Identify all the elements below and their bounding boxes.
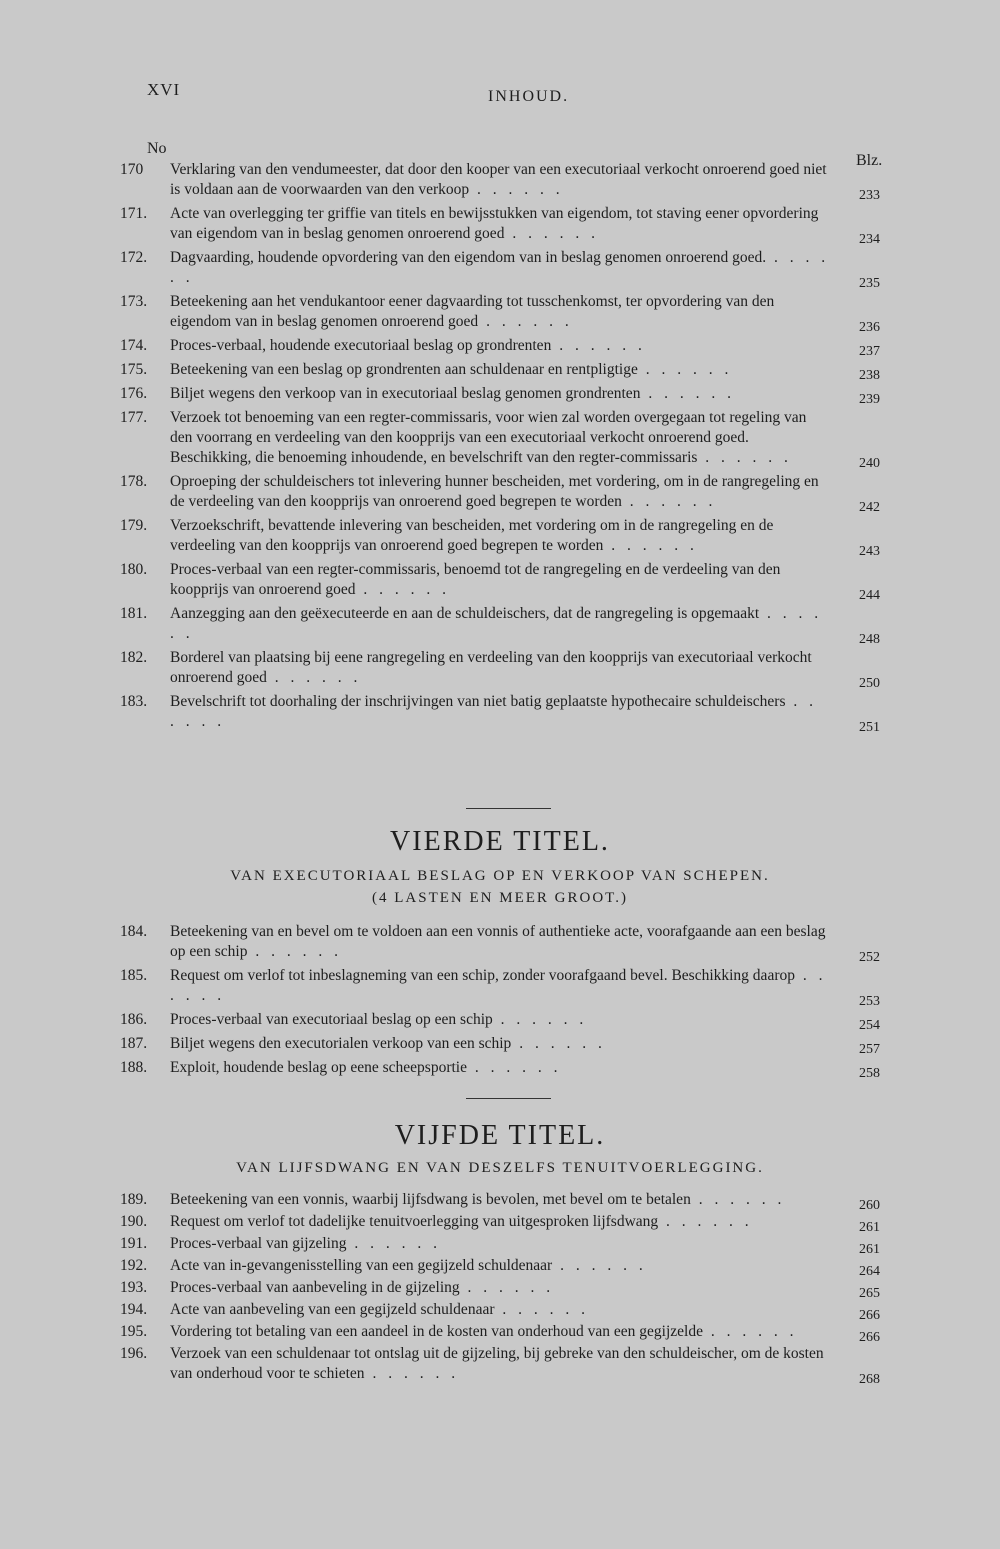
entry-number: 190. (120, 1213, 148, 1230)
entry-page: 237 (859, 344, 880, 359)
dot-leader: . . . . . . (170, 249, 830, 286)
dot-leader: . . . . . . (478, 313, 573, 330)
entry-number: 191. (120, 1235, 148, 1252)
toc-entry (120, 360, 940, 383)
dot-leader: . . . . . . (247, 943, 342, 960)
dot-leader: . . . . . . (170, 967, 827, 1004)
entry-page: 264 (859, 1264, 880, 1279)
entry-number: 194. (120, 1301, 148, 1318)
dot-leader: . . . . . . (640, 385, 735, 402)
toc-entry (120, 160, 940, 203)
section-heading-4: VIERDE TITEL. (390, 826, 610, 857)
entry-number: 185. (120, 967, 148, 984)
toc-entry (120, 1190, 940, 1213)
entry-number: 177. (120, 409, 148, 426)
entry-number: 172. (120, 249, 148, 266)
entry-page: 261 (859, 1220, 880, 1235)
toc-entry (120, 1322, 940, 1345)
entry-page: 236 (859, 320, 880, 335)
dot-leader: . . . . . . (469, 181, 564, 198)
toc-entry (120, 1212, 940, 1235)
entry-page: 242 (859, 500, 880, 515)
entry-number: 180. (120, 561, 148, 578)
entry-number: 187. (120, 1035, 148, 1052)
section-subheading-5: VAN LIJFSDWANG EN VAN DESZELFS TENUITVOERLEGGING. (236, 1160, 764, 1176)
entry-page: 238 (859, 368, 880, 383)
entry-number: 181. (120, 605, 148, 622)
entry-number: 173. (120, 293, 148, 310)
entry-number: 193. (120, 1279, 148, 1296)
entry-page: 234 (859, 232, 880, 247)
toc-entry (120, 1278, 940, 1301)
entry-text: Request om verlof tot inbeslagneming van een schip, zonder voorafgaand bevel. Beschikking daarop . . . . . . (170, 967, 827, 1004)
entry-text: Proces-verbaal van een regter-commissaris, benoemd tot de rangregeling en de verdeeling van den koopprijs van onroerend goed . . . . . . (170, 561, 781, 598)
dot-leader: . . . . . . (266, 669, 362, 686)
dot-leader: . . . . . . (504, 225, 599, 242)
entry-text: Acte van in-gevangenisstelling van een gegijzeld schuldenaar . . . . . . (170, 1257, 647, 1274)
entry-text: Proces-verbaal van gijzeling . . . . . . (170, 1235, 441, 1252)
column-blz-label: Blz. (856, 152, 883, 169)
dot-leader: . . . . . . (346, 1235, 441, 1252)
entry-page: 244 (859, 588, 880, 603)
toc-entry (120, 472, 940, 515)
entry-page: 268 (859, 1372, 880, 1387)
entry-number: 175. (120, 361, 148, 378)
entry-text: Acte van aanbeveling van een gegijzeld schuldenaar . . . . . . (170, 1301, 589, 1318)
toc-entry (120, 1058, 940, 1081)
entry-number: 184. (120, 923, 148, 940)
dot-leader: . . . . . . (552, 1257, 647, 1274)
toc-entry (120, 408, 940, 471)
entry-text: Beteekening van een vonnis, waarbij lijfsdwang is bevolen, met bevel om te betalen . . . . . . (170, 1191, 786, 1208)
dot-leader: . . . . . . (690, 1191, 786, 1208)
dot-leader: . . . . . . (658, 1213, 753, 1230)
entry-number: 178. (120, 473, 148, 490)
entry-page: 261 (859, 1242, 880, 1257)
section-heading-5: VIJFDE TITEL. (394, 1120, 606, 1151)
entry-text: Verklaring van den vendumeester, dat door den kooper van een executoriaal verkocht onroerend goed niet is voldaan aan de voorwaarden van den verkoop . . . . . . (170, 161, 827, 198)
entry-number: 174. (120, 337, 148, 354)
entry-page: 258 (859, 1066, 880, 1081)
dot-leader: . . . . . . (494, 1301, 589, 1318)
entry-text: Bevelschrift tot doorhaling der inschrijvingen van niet batig geplaatste hypothecaire schuldeischers . . . . . . (170, 693, 818, 730)
entry-number: 171. (120, 205, 148, 222)
toc-entry (120, 336, 940, 359)
entry-text: Verzoekschrift, bevattende inlevering van bescheiden, met vordering om in de rangregeling en de verdeeling van den koopprijs van onroerend goed begrepen te worden . . . . . . (170, 517, 774, 554)
entry-number: 182. (120, 649, 148, 666)
dot-leader: . . . . . . (170, 693, 818, 730)
entry-text: Vordering tot betaling van een aandeel in de kosten van onderhoud van een gegijzelde . . . . . . (170, 1323, 798, 1340)
entry-number: 176. (120, 385, 148, 402)
entry-page: 248 (859, 632, 880, 647)
entry-text: Verzoek van een schuldenaar tot ontslag uit de gijzeling, bij gebreke van den schuldeischer, om de kosten van onderhoud voor te schieten . . . . . . (170, 1345, 824, 1382)
entry-text: Dagvaarding, houdende opvordering van den eigendom van in beslag genomen onroerend goed. . . . . . . (170, 249, 830, 286)
dot-leader: . . . . . . (637, 361, 733, 378)
section-subheading-4: VAN EXECUTORIAAL BESLAG OP EN VERKOOP VAN SCHEPEN. (230, 868, 770, 884)
dot-leader: . . . . . . (511, 1035, 606, 1052)
entry-page: 266 (859, 1330, 880, 1345)
entry-page: 250 (859, 676, 880, 691)
entry-page: 252 (859, 950, 880, 965)
dot-leader: . . . . . . (467, 1059, 562, 1076)
toc-entry (120, 1256, 940, 1279)
entry-number: 195. (120, 1323, 148, 1340)
section-subheading-4b: (4 LASTEN EN MEER GROOT.) (372, 890, 628, 906)
entry-text: Exploit, houdende beslag op eene scheepsportie . . . . . . (170, 1059, 562, 1076)
entry-text: Oproeping der schuldeischers tot inlevering hunner bescheiden, met vordering, om in de rangregeling en de verdeeling van den koopprijs van onroerend goed begrepen te worden . . . . . . (170, 473, 819, 510)
dot-leader: . . . . . . (492, 1011, 588, 1028)
toc-entry (120, 1300, 940, 1323)
toc-entry (120, 966, 940, 1009)
toc-entry (120, 516, 940, 559)
divider (466, 808, 551, 809)
toc-entry (120, 1234, 940, 1257)
dot-leader: . . . . . . (459, 1279, 555, 1296)
toc-entry (120, 922, 940, 965)
entry-page: 233 (859, 188, 880, 203)
toc-entry (120, 204, 940, 247)
entry-page: 251 (859, 720, 880, 735)
toc-section-3 (120, 160, 940, 736)
dot-leader: . . . . . . (170, 605, 823, 642)
entry-text: Proces-verbaal van executoriaal beslag op een schip . . . . . . (170, 1011, 588, 1028)
toc-section-5 (120, 1190, 940, 1386)
column-no-label: No (147, 140, 167, 157)
toc-entry (120, 292, 940, 335)
entry-number: 196. (120, 1345, 148, 1362)
entry-number: 186. (120, 1011, 148, 1028)
entry-page: 240 (859, 456, 880, 471)
page-title: INHOUD. (488, 88, 570, 105)
entry-number: 189. (120, 1191, 148, 1208)
entry-page: 239 (859, 392, 880, 407)
toc-entry (120, 384, 940, 407)
entry-text: Borderel van plaatsing bij eene rangregeling en verdeeling van den koopprijs van executoriaal verkocht onroerend goed . . . . . . (170, 649, 812, 686)
divider (466, 1098, 551, 1099)
entry-text: Proces-verbaal van aanbeveling in de gijzeling . . . . . . (170, 1279, 555, 1296)
page-number: XVI (147, 80, 181, 99)
dot-leader: . . . . . . (697, 449, 792, 466)
entry-page: 253 (859, 994, 880, 1009)
entry-text: Proces-verbaal, houdende executoriaal beslag op grondrenten . . . . . . (170, 337, 646, 354)
entry-text: Verzoek tot benoeming van een regter-commissaris, voor wien zal worden overgegaan tot regeling van den voorrang en verdeeling van den koopprijs van een executoriaal verkocht onroerend goed. Beschikking, die benoeming inhoudende, en bevelschrift van den regter-commissaris . . . . . . (170, 409, 807, 466)
entry-page: 260 (859, 1198, 880, 1213)
entry-text: Acte van overlegging ter griffie van titels en bewijsstukken van eigendom, tot staving eener opvordering van eigendom van in beslag genomen onroerend goed . . . . . . (170, 205, 819, 242)
entry-text: Biljet wegens den executorialen verkoop van een schip . . . . . . (170, 1035, 606, 1052)
dot-leader: . . . . . . (703, 1323, 798, 1340)
entry-text: Beteekening van een beslag op grondrenten aan schuldenaar en rentpligtige . . . . . . (170, 361, 733, 378)
entry-number: 183. (120, 693, 148, 710)
entry-text: Aanzegging aan den geëxecuteerde en aan de schuldeischers, dat de rangregeling is opgemaakt . . . . . . (170, 605, 823, 642)
entry-number: 179. (120, 517, 148, 534)
toc-entry (120, 1034, 940, 1057)
toc-entry (120, 560, 940, 603)
entry-page: 254 (859, 1018, 880, 1033)
dot-leader: . . . . . . (621, 493, 717, 510)
dot-leader: . . . . . . (551, 337, 646, 354)
dot-leader: . . . . . . (355, 581, 451, 598)
entry-text: Biljet wegens den verkoop van in executoriaal beslag genomen grondrenten . . . . . . (170, 385, 735, 402)
entry-page: 235 (859, 276, 880, 291)
entry-page: 266 (859, 1308, 880, 1323)
toc-entry (120, 648, 940, 691)
toc-entry (120, 604, 940, 647)
entry-text: Request om verlof tot dadelijke tenuitvoerlegging van uitgesproken lijfsdwang . . . . . . (170, 1213, 753, 1230)
entry-number: 170 (120, 161, 144, 178)
entry-number: 192. (120, 1257, 148, 1274)
toc-entry (120, 1010, 940, 1033)
entry-number: 188. (120, 1059, 148, 1076)
dot-leader: . . . . . . (603, 537, 698, 554)
toc-section-4 (120, 922, 940, 1082)
entry-page: 243 (859, 544, 880, 559)
entry-page: 265 (859, 1286, 880, 1301)
toc-entry (120, 248, 940, 291)
dot-leader: . . . . . . (364, 1365, 460, 1382)
entry-text: Beteekening aan het vendukantoor eener dagvaarding tot tusschenkomst, ter opvordering van den eigendom van in beslag genomen onroerend goed . . . . . . (170, 293, 775, 330)
entry-page: 257 (859, 1042, 880, 1057)
toc-entry (120, 692, 940, 735)
entry-text: Beteekening van en bevel om te voldoen aan een vonnis of authentieke acte, voorafgaande aan een beslag op een schip . . . . . . (170, 923, 826, 960)
toc-entry (120, 1344, 940, 1387)
